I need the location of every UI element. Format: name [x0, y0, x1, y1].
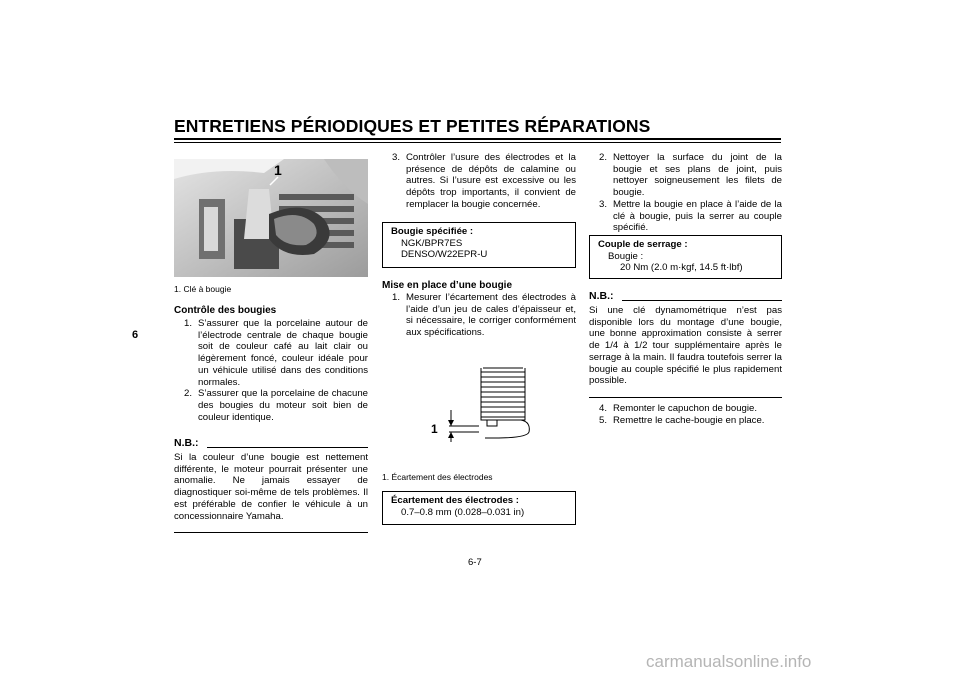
- chapter-tab: 6: [131, 329, 139, 341]
- section-heading-check: Contrôle des bougies: [174, 305, 277, 316]
- photo-caption: 1. Clé à bougie: [174, 284, 232, 294]
- list-item: 2. Nettoyer la surface du joint de la bougie et ses plans de joint, puis nettoyer soigneusement les filets de bougie.: [599, 152, 782, 199]
- section-heading-install: Mise en place d’une bougie: [382, 280, 513, 291]
- list-item: 4. Remonter le capuchon de bougie.: [599, 403, 758, 414]
- spark-plug-wrench-photo: [174, 159, 368, 277]
- engine-photo-illustration: [174, 159, 368, 277]
- list-item: 3. Contrôler l’usure des électrodes et la présence de dépôts de calamine ou autres. Si l’usure est excessive ou les dépôts trop importants, il convient de remplacer la bougie concernée.: [392, 152, 576, 210]
- header-rule: [174, 138, 781, 140]
- list-item: 5. Remettre le cache-bougie en place.: [599, 414, 765, 426]
- diagram-caption: 1. Écartement des électrodes: [382, 472, 493, 482]
- electrode-gap-diagram: [425, 362, 535, 442]
- diagram-callout: 1: [431, 422, 438, 436]
- header-rule-thin: [174, 142, 781, 143]
- inspect-steps-list: [382, 152, 576, 211]
- nb-note-text-2: Si une clé dynamométrique n’est pas disponible lors du montage d’une bougie, une bonne approximation consiste à serrer de 1/4 à 1/2 tour supplémentaire après le serrage à la main. Il faudra toutefois serrer la bougie au couple spécifié le plus rapidement possible.: [589, 305, 782, 387]
- list-item: 3. Mettre la bougie en place à l’aide de la clé à bougie, puis la serrer au couple spécifié.: [599, 198, 782, 234]
- spark-plug-diagram: [425, 362, 535, 442]
- list-item: 2. S’assurer que la porcelaine de chacune des bougies du moteur soit bien de couleur identique.: [184, 388, 368, 423]
- watermark: carmanualsonline.info: [646, 652, 812, 671]
- nb-label-2: N.B.:: [589, 290, 614, 302]
- photo-callout: 1: [274, 162, 282, 178]
- nb-divider: [207, 447, 368, 448]
- check-steps-list: [174, 318, 368, 423]
- install-steps-list: [382, 292, 576, 339]
- nb-note-text: Si la couleur d’une bougie est nettement différente, le moteur pourrait présenter une anomalie. Ne jamais essayer de diagnostiquer soi-même de tels problèmes. Il est préférable de confier le véhicule à un concessionnaire Yamaha.: [174, 452, 368, 522]
- spark-plug-spec-box: Bougie spécifiée : NGK/BPR7ES DENSO/W22EPR-U: [382, 222, 576, 268]
- nb-divider-bottom: [174, 532, 368, 533]
- torque-spec-box: Couple de serrage : Bougie : 20 Nm (2.0 m·kgf, 14.5 ft·lbf): [589, 235, 782, 279]
- nb-divider-2: [622, 300, 782, 301]
- nb-divider-bottom-2: [589, 397, 782, 398]
- install-steps-list-continued: [589, 152, 782, 234]
- final-steps-list: [589, 403, 782, 426]
- page-number: 6-7: [468, 557, 482, 568]
- list-item: 1. S’assurer que la porcelaine autour de l’électrode centrale de chaque bougie soit de couleur café au lait clair ou légèrement foncé, couleur idéale pour un véhicule utilisé dans des conditions normales.: [184, 318, 368, 388]
- electrode-gap-spec-box: Écartement des électrodes : 0.7–0.8 mm (0.028–0.031 in): [382, 491, 576, 525]
- nb-label: N.B.:: [174, 437, 199, 449]
- list-item: 1. Mesurer l’écartement des électrodes à l’aide d’un jeu de cales d’épaisseur et, si nécessaire, le corriger conformément aux spécifications.: [392, 292, 576, 339]
- page-title: ENTRETIENS PÉRIODIQUES ET PETITES RÉPARATIONS: [174, 116, 651, 136]
